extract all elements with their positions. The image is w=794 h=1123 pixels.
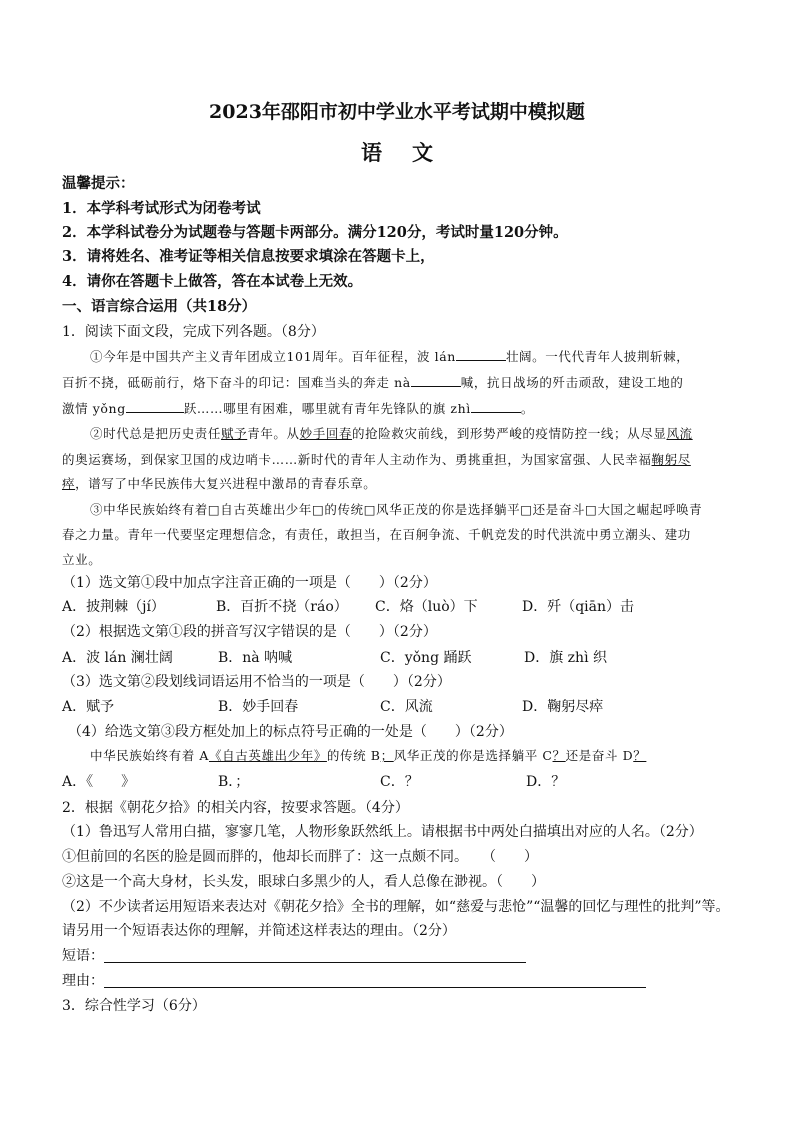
tips-heading: 温馨提示： xyxy=(62,175,135,192)
subquestion-2-stem: （2）根据选文第①段的拼音写汉字错误的是（ ）（2分） xyxy=(62,624,437,640)
subquestion-1-stem: （1）选文第①段中加点字注音正确的一项是（ ）（2分） xyxy=(62,575,437,591)
tip-item: 1．本学科考试形式为闭卷考试 xyxy=(62,200,261,217)
q2-item-2: ②这是一个高大身材，长头发，眼球白多黑少的人，看人总像在渺视。（ ） xyxy=(62,874,545,890)
tip-item: 3．请将姓名、准考证等相关信息按要求填涂在答题卡上， xyxy=(62,248,435,265)
underlined-word: 鞠躬尽 xyxy=(651,452,691,467)
subject-title: 语文 xyxy=(361,140,463,165)
q2-subquestion-2-cont: 请另用一个短语表达你的理解，并简述这样表达的理由。（2分） xyxy=(62,923,456,939)
passage-line: ①今年是中国共产主义青年团成立101周年。百年征程，波 lán 壮阔。一代代青年人披荆斩棘， xyxy=(90,346,754,367)
option-a[interactable]: A．披荆棘（jí） xyxy=(62,599,165,615)
passage-line: 立业。 xyxy=(62,552,102,567)
option-d[interactable]: D．歼（qiān）击 xyxy=(522,599,635,615)
option-a[interactable]: A．波 lán 澜壮阔 xyxy=(62,650,173,666)
phrase-label: 短语： xyxy=(62,948,104,964)
passage-line: 春之力量。青年一代要坚定理想信念，有责任，敢担当，在百舸争流、千帆竞发的时代洪流中勇立潮头、建功 xyxy=(62,527,691,542)
underlined-word: 妙手回春 xyxy=(299,426,353,441)
tip-item: 4．请你在答题卡上做答，答在本试卷上无效。 xyxy=(62,273,363,290)
q2-subquestion-2: （2）不少读者运用短语来表达对《朝花夕拾》全书的理解，如“慈爱与悲怆”“温馨的回忆与理性的批判”等。 xyxy=(62,899,730,915)
q2-item-1: ①但前回的名医的脸是圆而胖的，他却长而胖了：这一点颇不同。 （ ） xyxy=(62,849,538,865)
question-3-stem: 3．综合性学习（6分） xyxy=(62,998,206,1014)
reason-answer-line[interactable] xyxy=(104,987,646,988)
option-d[interactable]: D．鞠躬尽瘁 xyxy=(522,699,604,715)
option-c[interactable]: C．烙（luò）下 xyxy=(375,599,478,615)
underlined-word: 风流 xyxy=(666,426,693,441)
subquestion-3-stem: （3）选文第②段划线词语运用不恰当的一项是（ ）（2分） xyxy=(62,674,451,690)
section-heading: 一、语言综合运用（共18分） xyxy=(62,298,257,315)
phrase-answer-line[interactable] xyxy=(104,962,526,963)
option-d[interactable]: D．？ xyxy=(526,774,566,790)
option-b[interactable]: B．nà 呐喊 xyxy=(218,650,293,666)
option-c[interactable]: C．？ xyxy=(380,774,419,790)
option-b[interactable]: B．百折不挠（ráo） xyxy=(216,599,348,615)
subquestion-4-stem: （4）给选文第③段方框处加上的标点符号正确的一处是（ ）（2分） xyxy=(68,724,513,740)
option-a[interactable]: A．赋予 xyxy=(62,699,115,715)
passage-line: 瘁，谱写了中华民族伟大复兴进程中激昂的青春乐章。 xyxy=(62,476,377,491)
underlined-word: 赋予 xyxy=(221,426,248,441)
option-b[interactable]: B．妙手回春 xyxy=(218,699,299,715)
passage-line: 的奥运赛场，到保家卫国的戍边哨卡……新时代的青年人主动作为、勇挑重担，为国家富强、人民幸福鞠躬尽 xyxy=(62,452,691,467)
answer-blank[interactable] xyxy=(411,372,461,387)
tip-item: 2．本学科试卷分为试题卷与答题卡两部分。满分120分，考试时量120分钟。 xyxy=(62,224,568,241)
punctuation-line: 中华民族始终有着 A《自古英雄出少年》的传统 B；风华正茂的你是选择躺平 C？还是奋斗 D？ xyxy=(90,748,647,763)
q2-subquestion-1: （1）鲁迅写人常用白描，寥寥几笔，人物形象跃然纸上。请根据书中两处白描填出对应的人名。（2分） xyxy=(62,824,703,840)
passage-line: 激情 yǒng 跃……哪里有困难，哪里就有青年先锋队的旗 zhì 。 xyxy=(62,398,754,419)
answer-blank[interactable] xyxy=(126,398,184,413)
question-2-stem: 2．根据《朝花夕拾》的相关内容，按要求答题。（4分） xyxy=(62,800,409,816)
passage-line: ②时代总是把历史责任赋予青年。从妙手回春的抢险救灾前线，到形势严峻的疫情防控一线；从尽显风流 xyxy=(90,426,693,441)
option-b[interactable]: B．； xyxy=(218,774,250,790)
question-1-stem: 1．阅读下面文段，完成下列各题。（8分） xyxy=(62,324,325,340)
passage-line: 百折不挠，砥砺前行，烙下奋斗的印记：国难当头的奔走 nà 喊，抗日战场的歼击顽敌，建设工地的 xyxy=(62,372,754,393)
answer-blank[interactable] xyxy=(471,398,521,413)
reason-label: 理由： xyxy=(62,973,104,989)
exam-title: 2023年邵阳市初中学业水平考试期中模拟题 xyxy=(209,101,585,123)
option-c[interactable]: C．yǒng 踊跃 xyxy=(380,650,472,666)
passage-line: ③中华民族始终有着□自古英雄出少年□的传统□风华正茂的你是选择躺平□还是奋斗□大国之崛起呼唤青 xyxy=(90,502,703,517)
option-d[interactable]: D．旗 zhì 织 xyxy=(524,650,607,666)
answer-blank[interactable] xyxy=(456,346,506,361)
underlined-word: 瘁 xyxy=(62,476,76,491)
option-a[interactable]: A．《 》 xyxy=(62,774,136,790)
option-c[interactable]: C．风流 xyxy=(380,699,433,715)
